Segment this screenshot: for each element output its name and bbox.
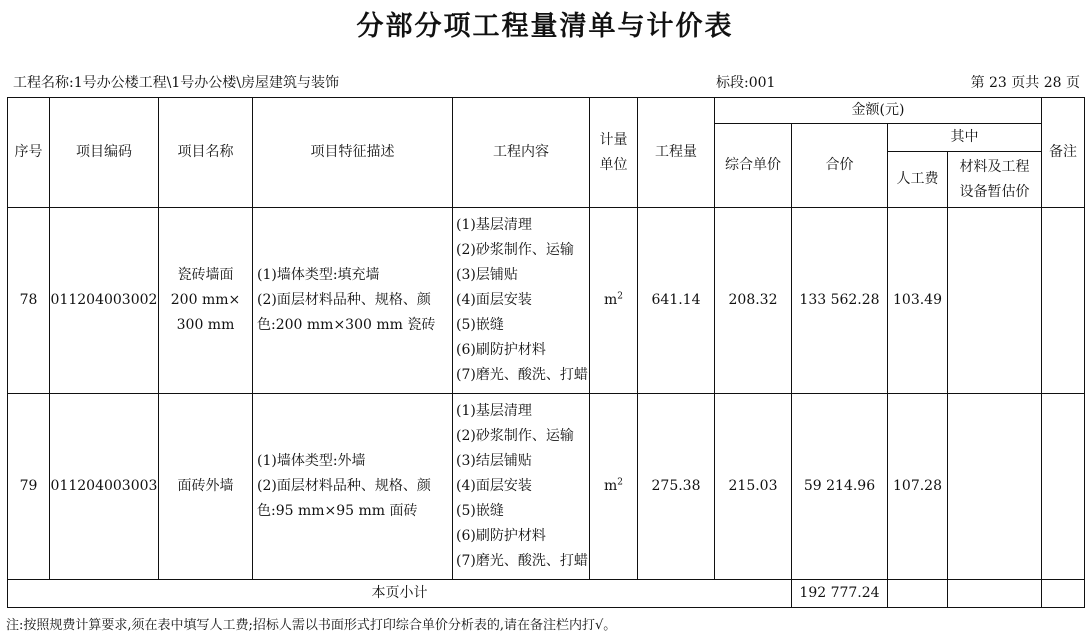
- row-material: [948, 394, 1042, 580]
- row-work-line: (3)结层铺贴: [456, 453, 532, 469]
- row-work-line: (2)砂浆制作、运输: [456, 242, 574, 258]
- row-qty: 641.14: [638, 208, 715, 394]
- subtotal-label: 本页小计: [8, 580, 792, 608]
- subtotal-material: [948, 580, 1042, 608]
- row-total: 133 562.28: [792, 208, 888, 394]
- row-work-line: (2)砂浆制作、运输: [456, 428, 574, 444]
- row-name: [159, 208, 253, 394]
- footnote: 注:按照规费计算要求,须在表中填写人工费;招标人需以书面形式打印综合单价分析表的,请在备注栏内打√。: [6, 618, 617, 633]
- section-label: 标段:001: [716, 75, 776, 91]
- header-amount: 金额(元): [715, 98, 1042, 124]
- header-seq: 序号: [8, 98, 50, 208]
- header-code: 项目编码: [50, 98, 159, 208]
- row-code: 011204003002: [50, 208, 159, 394]
- row-total: 59 214.96: [792, 394, 888, 580]
- header-of-which: 其中: [888, 124, 1042, 152]
- row-unit-base: m: [603, 292, 618, 308]
- row-name: [159, 394, 253, 580]
- header-feature: 项目特征描述: [253, 98, 453, 208]
- row-feature: [253, 208, 453, 394]
- header-material-line: 材料及工程: [959, 158, 1030, 175]
- row-seq: 78: [8, 208, 50, 394]
- header-unit-line: 计量: [599, 131, 628, 148]
- page-title: 分部分项工程量清单与计价表: [356, 11, 734, 42]
- row-name-line: 面砖外墙: [177, 478, 234, 494]
- row-unit-price: 208.32: [715, 208, 792, 394]
- row-work-line: (1)基层清理: [456, 217, 532, 233]
- row-unit-base: m: [603, 478, 618, 494]
- row-feature-line: (1)墙体类型:外墙: [257, 453, 366, 469]
- row-labor: 103.49: [888, 208, 948, 394]
- row-work-line: (4)面层安装: [456, 292, 532, 308]
- row-work-line: (5)嵌缝: [456, 503, 504, 519]
- row-work: [453, 208, 590, 394]
- row-unit: [590, 394, 638, 580]
- row-unit-exp: 2: [617, 477, 623, 488]
- row-work-line: (4)面层安装: [456, 478, 532, 494]
- row-code: 011204003003: [50, 394, 159, 580]
- row-name-line: 瓷砖墙面: [177, 267, 234, 283]
- header-unit: [590, 98, 638, 208]
- row-qty: 275.38: [638, 394, 715, 580]
- table-row: [8, 208, 1085, 394]
- row-feature-line: (2)面层材料品种、规格、颜: [257, 478, 431, 494]
- row-work: [453, 394, 590, 580]
- header-material-line: 设备暂估价: [959, 183, 1030, 200]
- row-work-line: (3)层铺贴: [456, 267, 518, 283]
- row-labor: 107.28: [888, 394, 948, 580]
- header-remark: 备注: [1042, 98, 1085, 208]
- row-unit-exp: 2: [617, 291, 623, 302]
- header-labor: 人工费: [888, 152, 948, 208]
- row-work-line: (7)磨光、酸洗、打蜡: [456, 367, 588, 383]
- row-name-line: 300 mm: [176, 317, 235, 333]
- row-feature-line: (2)面层材料品种、规格、颜: [257, 292, 431, 308]
- row-unit-price: 215.03: [715, 394, 792, 580]
- row-unit: [590, 208, 638, 394]
- header-material: [948, 152, 1042, 208]
- header-qty: 工程量: [638, 98, 715, 208]
- row-material: [948, 208, 1042, 394]
- row-feature-line: 色:95 mm×95 mm 面砖: [257, 503, 418, 519]
- row-feature-line: (1)墙体类型:填充墙: [257, 267, 380, 283]
- header-name: 项目名称: [159, 98, 253, 208]
- row-work-line: (5)嵌缝: [456, 317, 504, 333]
- header-total: 合价: [792, 124, 888, 208]
- header-unit-price: 综合单价: [715, 124, 792, 208]
- row-work-line: (7)磨光、酸洗、打蜡: [456, 553, 588, 569]
- project-name: 工程名称:1号办公楼工程\1号办公楼\房屋建筑与装饰: [13, 75, 339, 91]
- row-work-line: (6)刷防护材料: [456, 528, 546, 544]
- row-feature: [253, 394, 453, 580]
- row-remark: [1042, 208, 1085, 394]
- row-work-line: (6)刷防护材料: [456, 342, 546, 358]
- subtotal-labor: [888, 580, 948, 608]
- row-seq: 79: [8, 394, 50, 580]
- subtotal-row: [8, 580, 1085, 608]
- header-work: 工程内容: [453, 98, 590, 208]
- row-remark: [1042, 394, 1085, 580]
- subtotal-remark: [1042, 580, 1085, 608]
- page-number: 第 23 页共 28 页: [970, 75, 1080, 91]
- header-unit-line: 单位: [599, 156, 628, 173]
- row-feature-line: 色:200 mm×300 mm 瓷砖: [257, 317, 436, 333]
- subtotal-total: 192 777.24: [792, 580, 888, 608]
- row-name-line: 200 mm×: [170, 292, 241, 308]
- table-row: [8, 394, 1085, 580]
- row-work-line: (1)基层清理: [456, 403, 532, 419]
- pricing-table: [7, 97, 1085, 608]
